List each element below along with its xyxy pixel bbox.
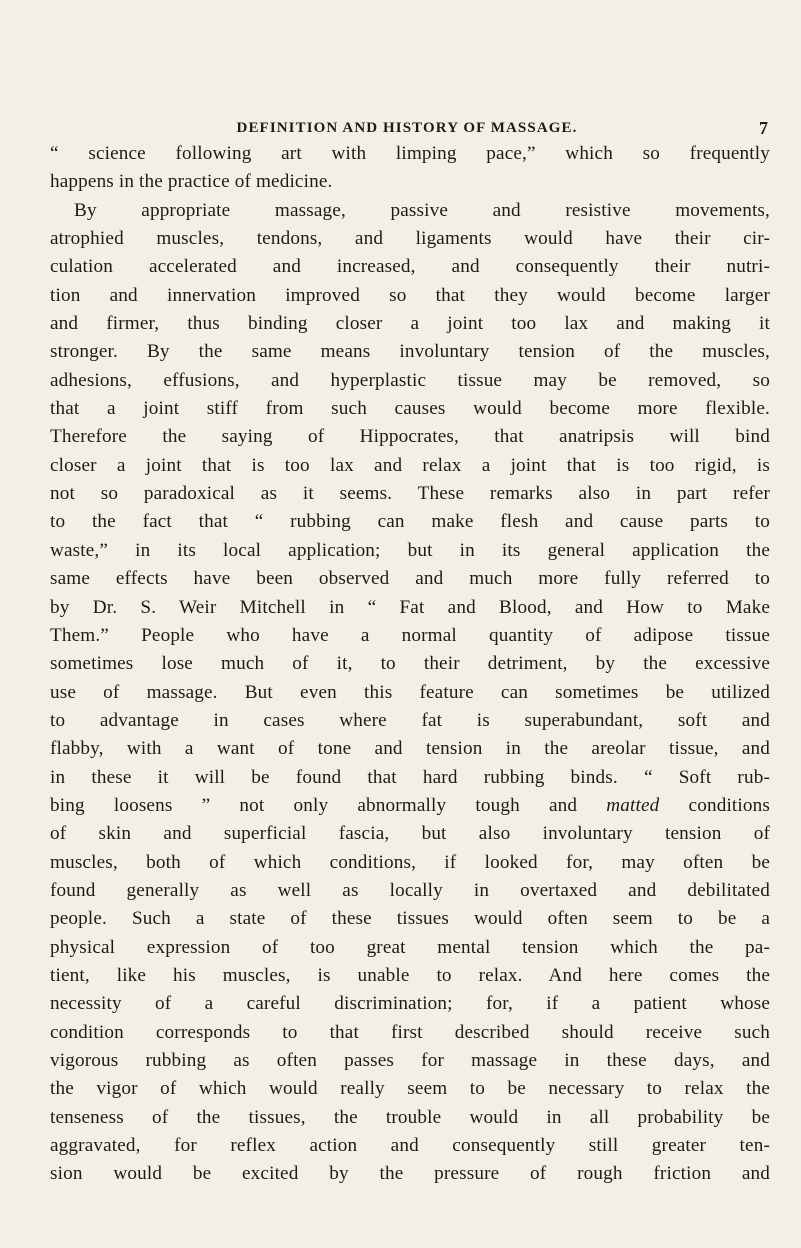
text-line: culation accelerated and increased, and consequently their nutri- xyxy=(50,256,770,278)
text-line: the vigor of which would really seem to be necessary to relax the xyxy=(50,1078,770,1100)
text-line: in these it will be found that hard rubbing binds. “ Soft rub- xyxy=(50,766,770,788)
page-number: 7 xyxy=(759,118,768,138)
text-line-lead: bing loosens ” not only abnormally tough and xyxy=(50,794,578,816)
text-line: to the fact that “ rubbing can make flesh and cause parts to xyxy=(50,511,770,533)
text-line: tenseness of the tissues, the trouble would in all probability be xyxy=(50,1106,770,1128)
text-line: Therefore the saying of Hippocrates, that anatripsis will bind xyxy=(50,426,770,448)
text-line: stronger. By the same means involuntary tension of the muscles, xyxy=(50,341,770,363)
italic-word: matted xyxy=(606,794,660,816)
text-line: that a joint stiff from such causes would become more flexible. xyxy=(50,398,770,420)
text-line: sometimes lose much of it, to their detriment, by the excessive xyxy=(50,653,770,675)
text-line: by Dr. S. Weir Mitchell in “ Fat and Blood, and How to Make xyxy=(50,596,770,618)
text-line: muscles, both of which conditions, if looked for, may often be xyxy=(50,851,770,873)
running-head xyxy=(46,118,768,138)
text-line: atrophied muscles, tendons, and ligaments would have their cir- xyxy=(50,228,770,250)
text-line: waste,” in its local application; but in its general application the xyxy=(50,539,770,561)
text-line: happens in the practice of medicine. xyxy=(50,171,333,193)
text-line: of skin and superficial fascia, but also involuntary tension of xyxy=(50,823,770,845)
text-line: people. Such a state of these tissues would often seem to be a xyxy=(50,908,770,930)
text-line-mixed xyxy=(50,792,770,820)
text-line: necessity of a careful discrimination; for, if a patient whose xyxy=(50,993,770,1015)
running-title: DEFINITION AND HISTORY OF MASSAGE. xyxy=(236,120,578,136)
text-line: Them.” People who have a normal quantity of adipose tissue xyxy=(50,624,770,646)
text-line: not so paradoxical as it seems. These remarks also in part refer xyxy=(50,483,770,505)
text-line: sion would be excited by the pressure of rough friction and xyxy=(50,1163,770,1185)
text-line: closer a joint that is too lax and relax a joint that is too rigid, is xyxy=(50,454,770,476)
text-line: aggravated, for reflex action and consequently still greater ten- xyxy=(50,1135,770,1157)
text-line: condition corresponds to that first described should receive such xyxy=(50,1021,770,1043)
text-line: use of massage. But even this feature can sometimes be utilized xyxy=(50,681,770,703)
text-line: same effects have been observed and much more fully referred to xyxy=(50,568,770,590)
text-line-tail: conditions xyxy=(688,794,770,816)
text-line: tient, like his muscles, is unable to relax. And here comes the xyxy=(50,964,770,986)
text-line: By appropriate massage, passive and resistive movements, xyxy=(74,199,770,221)
text-line: and firmer, thus binding closer a joint too lax and making it xyxy=(50,313,770,335)
body-text xyxy=(50,140,770,1189)
text-line: physical expression of too great mental tension which the pa- xyxy=(50,936,770,958)
text-line: “ science following art with limping pace,” which so frequently xyxy=(50,143,770,164)
text-line: vigorous rubbing as often passes for massage in these days, and xyxy=(50,1050,770,1071)
text-line: tion and innervation improved so that they would become larger xyxy=(50,284,770,306)
text-line: found generally as well as locally in overtaxed and debilitated xyxy=(50,879,770,901)
text-line: flabby, with a want of tone and tension in the areolar tissue, and xyxy=(50,738,770,760)
text-line: adhesions, effusions, and hyperplastic tissue may be removed, so xyxy=(50,369,770,391)
text-line: to advantage in cases where fat is superabundant, soft and xyxy=(50,709,770,731)
